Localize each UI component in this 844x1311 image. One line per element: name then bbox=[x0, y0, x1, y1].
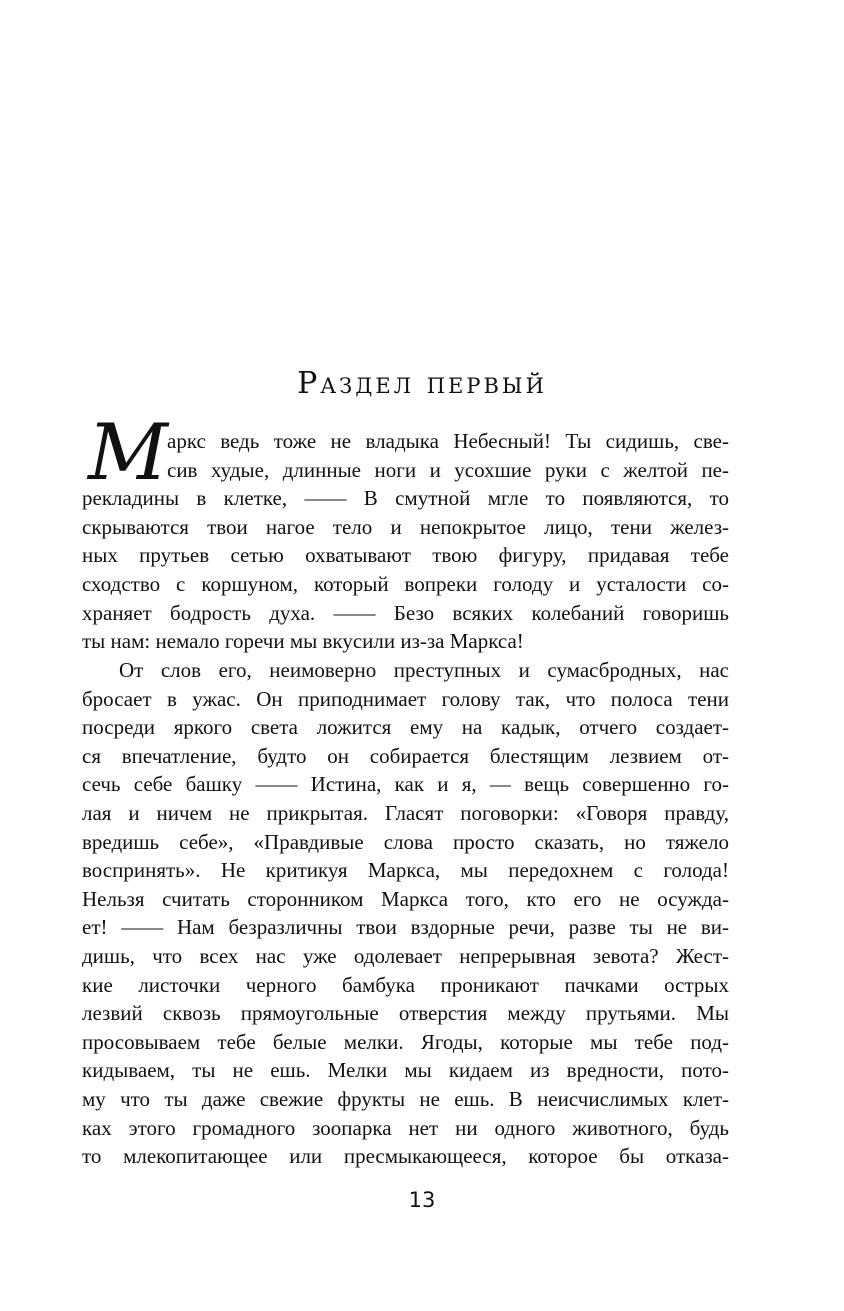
text-line: просовываем тебе белые мелки. Ягоды, которые мы тебе под- bbox=[82, 1029, 729, 1054]
text-line: Нельзя считать сторонником Маркса того, кто его не осужда- bbox=[82, 886, 729, 911]
text-line: От слов его, неимоверно преступных и сумасбродных, нас bbox=[119, 658, 729, 682]
text-line: то млекопитающее или пресмыкающееся, которое бы отказа- bbox=[82, 1144, 729, 1169]
text-line: ных прутьев сетью охватывают твою фигуру, придавая тебе bbox=[82, 543, 729, 568]
text-line: воспринять». Не критикуя Маркса, мы передохнем с голода! bbox=[82, 858, 729, 883]
paragraph-1 bbox=[82, 427, 729, 656]
text-line: сив худые, длинные ноги и усохшие руки с желтой пе- bbox=[167, 457, 729, 482]
text-line: аркс ведь тоже не владыка Небесный! Ты сидишь, све- bbox=[167, 429, 729, 453]
text-line: ся впечатление, будто он собирается блестящим лезвием от- bbox=[82, 743, 729, 768]
text-line: рекладины в клетке, —— В смутной мгле то появляются, то bbox=[82, 486, 729, 511]
text-line: дишь, что всех нас уже одолевает непрерывная зевота? Жест- bbox=[82, 943, 729, 968]
text-line: сходство с коршуном, который вопреки голоду и усталости со- bbox=[82, 571, 729, 596]
text-line: ты нам: немало горечи мы вкусили из-за Маркса! bbox=[82, 629, 524, 654]
text-line: храняет бодрость духа. —— Безо всяких колебаний говоришь bbox=[82, 600, 729, 625]
text-line: ет! —— Нам безразличны твои вздорные речи, разве ты не ви- bbox=[82, 915, 729, 940]
text-line: посреди яркого света ложится ему на кадык, отчего создает- bbox=[82, 715, 729, 740]
text-line: лезвий сквозь прямоугольные отверстия между прутьями. Мы bbox=[82, 1001, 729, 1026]
text-line: лая и ничем не прикрытая. Гласят поговорки: «Говоря правду, bbox=[82, 800, 729, 825]
text-line: скрываются твои нагое тело и непокрытое лицо, тени желез- bbox=[82, 514, 729, 539]
section-title: Раздел первый bbox=[297, 366, 547, 401]
text-line: сечь себе башку —— Истина, как и я, — вещь совершенно го- bbox=[82, 772, 729, 797]
text-line: бросает в ужас. Он приподнимает голову так, что полоса тени bbox=[82, 686, 729, 711]
text-line: вредишь себе», «Правдивые слова просто сказать, но тяжело bbox=[82, 829, 729, 854]
text-line: му что ты даже свежие фрукты не ешь. В неисчислимых клет- bbox=[82, 1086, 729, 1111]
text-line: кидываем, ты не ешь. Мелки мы кидаем из вредности, пото- bbox=[82, 1058, 729, 1083]
text-line: кие листочки черного бамбука проникают пачками острых bbox=[82, 972, 729, 997]
text-line: ках этого громадного зоопарка нет ни одного животного, будь bbox=[82, 1115, 729, 1140]
page-number: 13 bbox=[408, 1188, 436, 1212]
drop-cap: М bbox=[88, 408, 168, 498]
paragraph-2 bbox=[82, 656, 729, 1171]
